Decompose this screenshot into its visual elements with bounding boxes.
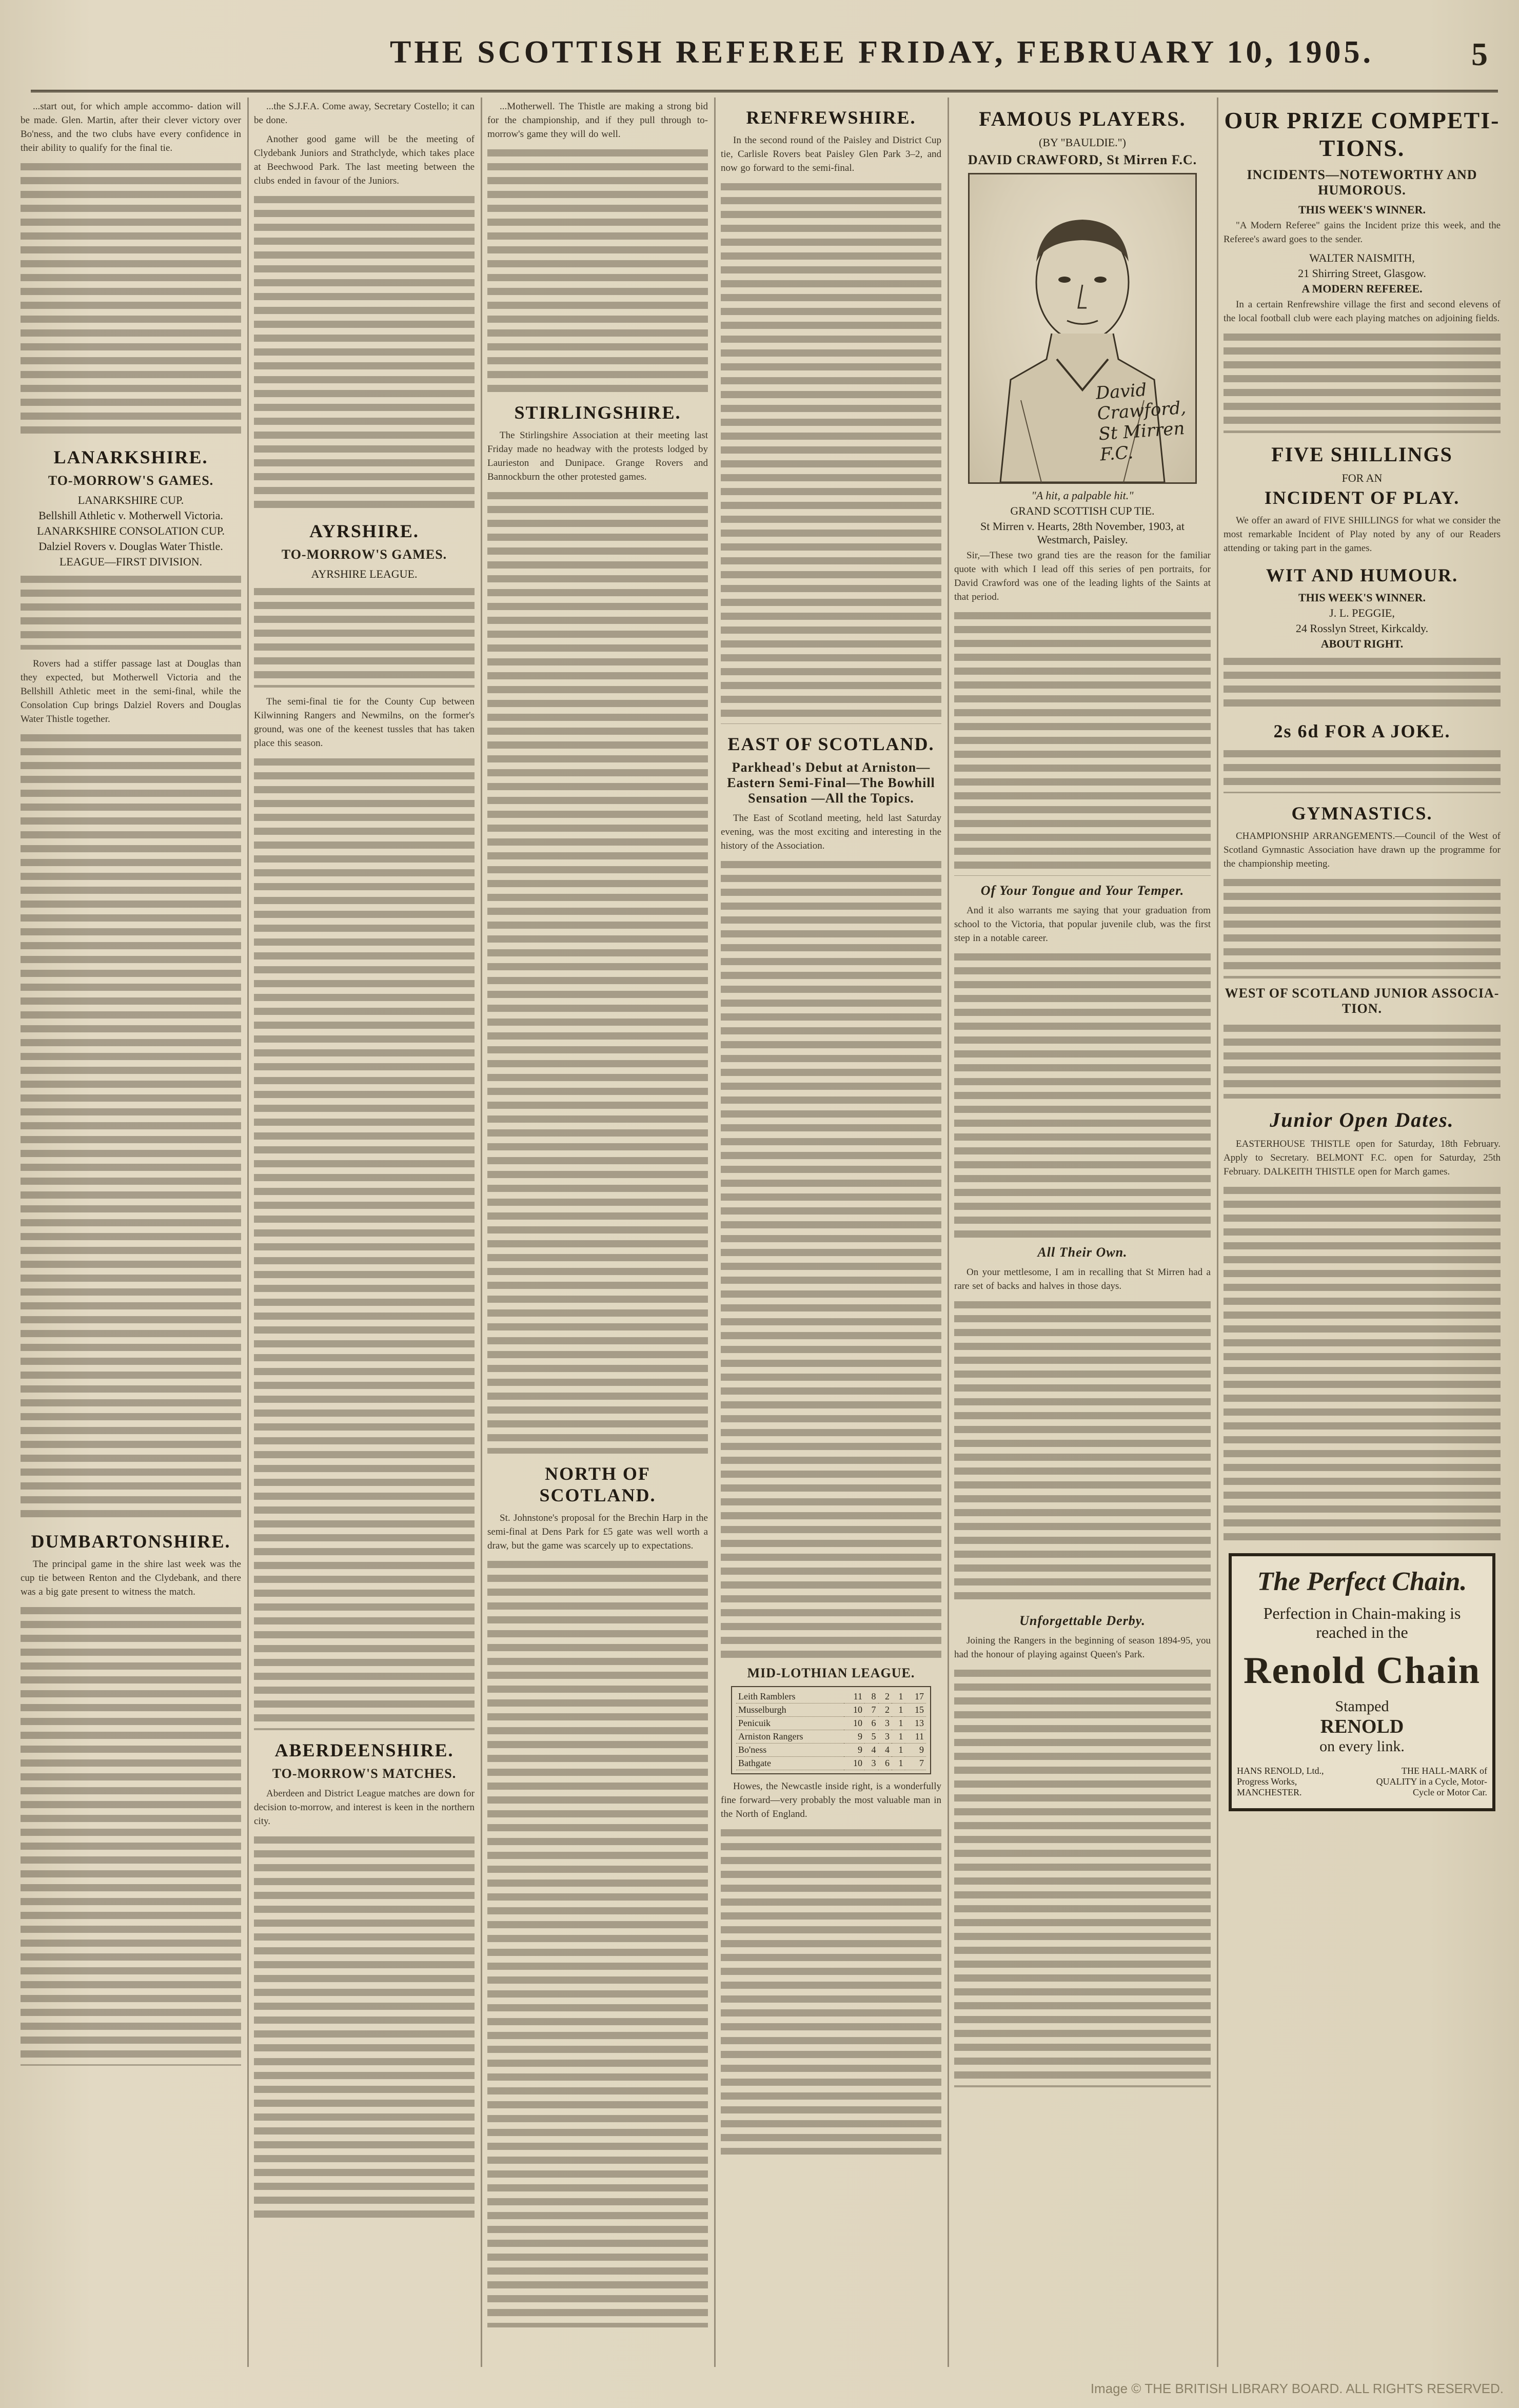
league-stat-cell: 9 [844, 1744, 865, 1757]
subhead-derby: Unforgettable Derby. [1019, 1613, 1146, 1628]
renold-chain-advert [1229, 1553, 1495, 1811]
incident-winner-text: "A Modern Referee" gains the Incident prize this week, and the Referee's award goes to the sender. [1224, 220, 1501, 245]
lanark-cup-line2: Bellshill Athletic v. Motherwell Victoria. [38, 509, 223, 522]
league-stat-cell: 1 [892, 1704, 905, 1717]
incident-of-play-heading: INCIDENT OF PLAY. [1264, 487, 1460, 508]
ad-tagline: Perfection in Chain-making is reached in the [1263, 1604, 1461, 1641]
gymnastics-body: CHAMPIONSHIP ARRANGEMENTS.—Council of the West of Scotland Gymnastic Association have drawn up the programme for the championship meeting. [1224, 831, 1501, 869]
col6-joke-text [1224, 655, 1501, 711]
col4-text-block [721, 180, 941, 724]
ad-stamped: Stamped [1335, 1698, 1389, 1715]
junior-open-dates-heading: Junior Open Dates. [1270, 1108, 1454, 1131]
heading-aberdeenshire: ABERDEENSHIRE. [274, 1740, 454, 1760]
league-team-cell: Penicuik [736, 1717, 844, 1730]
col2-intro: ...the S.J.F.A. Come away, Secretary Costello; it can be done. [254, 101, 475, 126]
column-6 [1224, 97, 1501, 2367]
incident-winner-name: WALTER NAISMITH, [1309, 251, 1415, 264]
about-right-title: ABOUT RIGHT. [1320, 637, 1404, 650]
league-stat-cell: 6 [864, 1717, 878, 1730]
masthead [31, 28, 1498, 92]
col6-gym-text [1224, 876, 1501, 978]
crawford-body1: Sir,—These two grand ties are the reason for the familiar quote with which I lead off this series of pen portraits, for David Crawford was one of the leading lights of the Saints at that period. [954, 550, 1211, 602]
league-stat-cell: 17 [905, 1690, 926, 1704]
game-line1: GRAND SCOTTISH CUP TIE. [1010, 504, 1155, 517]
league-stat-cell: 8 [864, 1690, 878, 1704]
col6-open-dates-list [1224, 1184, 1501, 1543]
byline: (BY "BAULDIE.") [1039, 136, 1126, 149]
aberdeen-subheading: TO-MORROW'S MATCHES. [272, 1766, 457, 1781]
league-stat-cell: 13 [905, 1717, 926, 1730]
league-stat-cell: 4 [864, 1744, 878, 1757]
league-stat-cell: 2 [878, 1690, 892, 1704]
league-stat-cell: 4 [878, 1744, 892, 1757]
col5-text-block-2 [954, 950, 1211, 1238]
league-stat-cell: 10 [844, 1704, 865, 1717]
league-table-grid [736, 1690, 926, 1770]
col3-text-block-2 [487, 489, 708, 1454]
game-line2: St Mirren v. Hearts, 28th November, 1903, at Westmarch, Paisley. [980, 520, 1185, 546]
league-stat-cell: 3 [878, 1717, 892, 1730]
league-stat-cell: 3 [878, 1730, 892, 1744]
ad-maker: HANS RENOLD, Ltd., Progress Works, MANCHESTER. [1237, 1766, 1324, 1797]
lanark-cup-line4: Dalziel Rovers v. Douglas Water Thistle. [38, 540, 223, 553]
league-stat-cell: 11 [905, 1730, 926, 1744]
col2-text-block-2 [254, 755, 475, 1730]
incidents-subheading: INCIDENTS—NOTEWORTHY AND HUMOROUS. [1247, 167, 1477, 198]
league-stat-cell: 9 [844, 1730, 865, 1744]
page-number: 5 [1471, 36, 1488, 72]
junior-association-heading: WEST OF SCOTLAND JUNIOR ASSOCIA- TION. [1225, 986, 1500, 1016]
portrait-caption: "A hit, a palpable hit." [1031, 489, 1134, 502]
ad-hallmark: THE HALL-MARK of QUALITY in a Cycle, Motor-Cycle or Motor Car. [1376, 1766, 1487, 1797]
col1-text-block-2 [21, 731, 241, 1521]
ad-brand: Renold Chain [1244, 1650, 1481, 1692]
column-5 [954, 97, 1211, 2367]
wit-winner-address: 24 Rosslyn Street, Kirkcaldy. [1295, 622, 1429, 635]
league-stat-cell: 10 [844, 1717, 865, 1730]
league-table-row [736, 1717, 926, 1730]
crawford-body2: And it also warrants me saying that your graduation from school to the Victoria, that popular juvenile club, was the first step in a notable career. [954, 905, 1211, 944]
lanark-subheading: TO-MORROW'S GAMES. [48, 473, 214, 488]
lanark-body: Rovers had a stiffer passage last at Douglas than they expected, but Motherwell Victoria and the Bellshill Athletic meet in the semi-final, while the Consolation Cup brings Dalziel Rovers and Douglas Water Thistle together. [21, 658, 241, 725]
col3-intro: ...Motherwell. The Thistle are making a strong bid for the championship, and if they pull through to-morrow's game they will do well. [487, 101, 708, 140]
east-subheading: Parkhead's Debut at Arniston—Eastern Semi-Final—The Bowhill Sensation —All the Topics. [727, 760, 935, 806]
heading-north-of-scotland: NORTH OF SCOTLAND. [539, 1463, 656, 1505]
ad-renold-word: RENOLD [1320, 1716, 1404, 1737]
league-table-row [736, 1757, 926, 1770]
league-stat-cell: 7 [864, 1704, 878, 1717]
lanark-cup-line5: LEAGUE—FIRST DIVISION. [59, 555, 203, 568]
col2-text-block-3 [254, 1833, 475, 2223]
incident-rules: We offer an award of FIVE SHILLINGS for what we consider the most remarkable Incident of Play noted by any of our Readers attending or taking part in the games. [1224, 515, 1501, 554]
incident-winner-label: THIS WEEK'S WINNER. [1298, 203, 1426, 216]
league-team-cell: Bo'ness [736, 1744, 844, 1757]
lanark-cup-line1: LANARKSHIRE CUP. [77, 494, 184, 506]
league-team-cell: Bathgate [736, 1757, 844, 1770]
league-team-cell: Leith Ramblers [736, 1690, 844, 1704]
dumbarton-body: The principal game in the shire last week was the cup tie between Renton and the Clydebank, and there was a big gate present to witness the match. [21, 1559, 241, 1597]
newspaper-title: THE SCOTTISH REFEREE FRIDAY, FEBRUARY 10, 1905. [390, 35, 1374, 70]
heading-east-of-scotland: EAST OF SCOTLAND. [727, 734, 935, 754]
heading-famous-players: FAMOUS PLAYERS. [979, 107, 1186, 130]
heading-stirlingshire: STIRLINGSHIRE. [514, 402, 681, 423]
portrait-signature: David Crawford, St Mirren F.C. [1095, 379, 1187, 465]
league-team-cell: Musselburgh [736, 1704, 844, 1717]
copyright-footer: Image © THE BRITISH LIBRARY BOARD. ALL RIGHTS RESERVED. [1090, 2381, 1504, 2396]
incident-story: In a certain Renfrewshire village the first and second elevens of the local football club were each playing matches on adjoining fields. [1224, 299, 1501, 324]
joke-prize-heading: 2s 6d FOR A JOKE. [1273, 721, 1451, 741]
col4-text-block-3 [721, 1826, 941, 2155]
lanark-cup-line3: LANARKSHIRE CONSOLATION CUP. [36, 524, 225, 537]
column-rule [1217, 97, 1218, 2367]
col1-fixtures-block [21, 573, 241, 650]
wit-winner-label: THIS WEEK'S WINNER. [1298, 591, 1426, 604]
col5-text-block-4 [954, 1667, 1211, 2087]
ayr-body: The semi-final tie for the County Cup between Kilwinning Rangers and Newmilns, on the former's ground, was one of the keenest tussles that has taken place this season. [254, 696, 475, 749]
heading-prize-competitions: OUR PRIZE COMPETI- TIONS. [1224, 107, 1500, 161]
league-stat-cell: 1 [892, 1757, 905, 1770]
league-stat-cell: 1 [892, 1730, 905, 1744]
midlothian-league-title: MID-LOTHIAN LEAGUE. [747, 1666, 915, 1680]
aberdeen-body: Aberdeen and District League matches are down for decision to-morrow, and interest is keen in the northern city. [254, 1788, 475, 1827]
col4-body3: Howes, the Newcastle inside right, is a wonderfully fine forward—very probably the most valuable man in the North of England. [721, 1781, 941, 1819]
player-title: DAVID CRAWFORD, St Mirren F.C. [968, 152, 1197, 167]
east-body: The East of Scotland meeting, held last Saturday evening, was the most exciting and interesting in the history of the Association. [721, 813, 941, 851]
col5-text-block [954, 609, 1211, 876]
ayr-league: AYRSHIRE LEAGUE. [311, 567, 418, 580]
league-stat-cell: 11 [844, 1690, 865, 1704]
league-stat-cell: 3 [864, 1757, 878, 1770]
column-2 [254, 97, 475, 2367]
column-rule [948, 97, 949, 2367]
col3-text-block [487, 146, 708, 393]
incident-winner-address: 21 Shirring Street, Glasgow. [1298, 267, 1426, 280]
col2-fixtures [254, 585, 475, 688]
five-shillings-for: FOR AN [1342, 472, 1383, 484]
modern-referee-title: A MODERN REFEREE. [1301, 282, 1423, 295]
league-stat-cell: 1 [892, 1744, 905, 1757]
renfrew-body: In the second round of the Paisley and District Cup tie, Carlisle Rovers beat Paisley Glen Park 3–2, and now go forward to the semi-final. [721, 135, 941, 173]
heading-renfrewshire: RENFREWSHIRE. [746, 107, 916, 128]
col6-assoc-table [1224, 1022, 1501, 1099]
player-portrait [968, 173, 1197, 484]
league-table-row [736, 1704, 926, 1717]
league-stat-cell: 5 [864, 1730, 878, 1744]
league-table-row [736, 1744, 926, 1757]
north-body: St. Johnstone's proposal for the Brechin Harp in the semi-final at Dens Park for £5 gate was well worth a draw, but the game was scarcely up to expectations. [487, 1513, 708, 1551]
crawford-body4: Joining the Rangers in the beginning of season 1894-95, you had the honour of playing against Queen's Park. [954, 1635, 1211, 1660]
league-stat-cell: 6 [878, 1757, 892, 1770]
league-stat-cell: 9 [905, 1744, 926, 1757]
league-stat-cell: 15 [905, 1704, 926, 1717]
ayr-subheading: TO-MORROW'S GAMES. [281, 547, 447, 562]
column-1 [21, 97, 241, 2367]
col6-joke-rules [1224, 747, 1501, 793]
league-stat-cell: 1 [892, 1690, 905, 1704]
col5-text-block-3 [954, 1298, 1211, 1606]
league-table-row [736, 1690, 926, 1704]
column-rule [714, 97, 716, 2367]
col6-text-block [1224, 330, 1501, 433]
column-rule [481, 97, 482, 2367]
column-4 [721, 97, 941, 2367]
league-table [731, 1686, 931, 1774]
wit-winner-name: J. L. PEGGIE, [1329, 606, 1395, 619]
wit-humour-heading: WIT AND HUMOUR. [1266, 565, 1458, 585]
league-stat-cell: 1 [892, 1717, 905, 1730]
league-stat-cell: 2 [878, 1704, 892, 1717]
col4-text-block-2 [721, 858, 941, 1658]
ad-headline: The Perfect Chain. [1257, 1567, 1467, 1596]
league-table-row [736, 1730, 926, 1744]
heading-dumbartonshire: DUMBARTONSHIRE. [31, 1531, 231, 1552]
col1-text-block [21, 160, 241, 437]
heading-lanarkshire: LANARKSHIRE. [53, 447, 208, 467]
column-rule [247, 97, 249, 2367]
col2-text-block [254, 193, 475, 511]
col1-intro: ...start out, for which ample accommo- dation will be made. Glen. Martin, after their clever victory over Bo'ness, and the two clubs have every confidence in their ability to qualify for the final tie. [21, 101, 241, 153]
col1-text-block-3 [21, 1604, 241, 2066]
stirling-body: The Stirlingshire Association at their meeting last Friday made no headway with the protests lodged by Laurieston and Dunipace. Grange Rovers and Bannockburn the other protested games. [487, 430, 708, 482]
subhead-tongue-temper: Of Your Tongue and Your Temper. [980, 883, 1185, 898]
league-team-cell: Arniston Rangers [736, 1730, 844, 1744]
gymnastics-heading: GYMNASTICS. [1291, 803, 1433, 824]
ad-every-link: on every link. [1319, 1738, 1405, 1755]
crawford-body3: On your mettlesome, I am in recalling that St Mirren had a rare set of backs and halves in those days. [954, 1267, 1211, 1291]
subhead-all-their-own: All Their Own. [1037, 1245, 1128, 1260]
junior-open-dates-body: EASTERHOUSE THISTLE open for Saturday, 18th February. Apply to Secretary. BELMONT F.C. open for Saturday, 25th February. DALKEITH THISTLE open for March games. [1224, 1139, 1501, 1177]
five-shillings-heading: FIVE SHILLINGS [1271, 443, 1453, 466]
heading-ayrshire: AYRSHIRE. [309, 521, 419, 541]
league-stat-cell: 10 [844, 1757, 865, 1770]
col2-body1: Another good game will be the meeting of Clydebank Juniors and Strathclyde, which takes place at Beechwood Park. The last meeting between the clubs ended in favour of the Juniors. [254, 134, 475, 186]
league-stat-cell: 7 [905, 1757, 926, 1770]
col3-text-block-3 [487, 1558, 708, 2327]
column-3 [487, 97, 708, 2367]
